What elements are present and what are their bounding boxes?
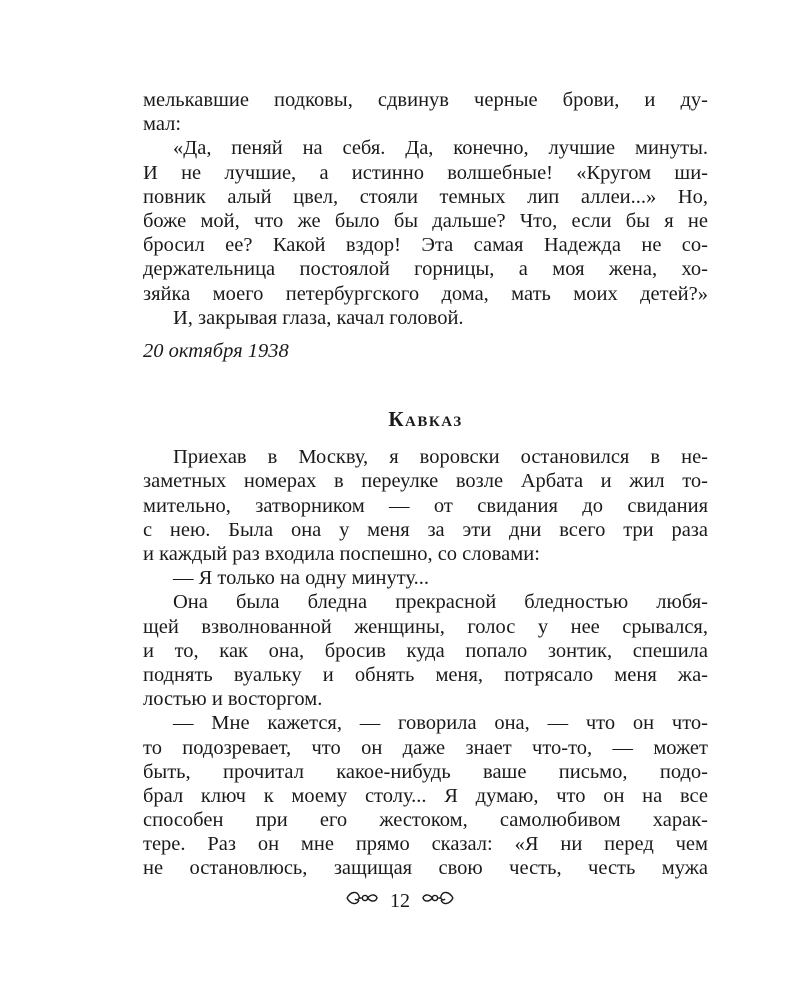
text-line: Приехав в Москву, я воровски остановился в не- xyxy=(173,446,708,469)
text-line: мал: xyxy=(143,113,182,136)
story-title: Кавказ xyxy=(388,407,463,432)
text-line: и то, как она, бросив куда попало зонтик, спешила xyxy=(143,639,708,662)
text-line: щей взволнованной женщины, голос у нее срывался, xyxy=(143,615,708,638)
text-line: заметных номерах в переулке возле Арбата и жил то- xyxy=(143,470,708,493)
text-line: с нею. Была она у меня за эти дни всего три раза xyxy=(143,518,708,541)
text-line: способен при его жестоком, самолюбивом харак- xyxy=(143,809,708,832)
ornament-left-icon xyxy=(339,889,385,913)
text-line: Она была бледна прекрасной бледностью любя- xyxy=(173,591,708,614)
text-line: И не лучшие, а истинно волшебные! «Кругом ши- xyxy=(143,161,708,184)
text-line: поднять вуальку и обнять меня, потрясало меня жа- xyxy=(143,663,708,686)
text-line: повник алый цвел, стояли темных лип аллеи...» Но, xyxy=(143,185,708,208)
text-line: И, закрывая глаза, качал головой. xyxy=(173,306,464,329)
text-line: и каждый раз входила поспешно, со словами: xyxy=(143,543,540,566)
text-line: зяйка моего петербургского дома, мать моих детей?» xyxy=(143,282,708,305)
text-line: боже мой, что же было бы дальше? Что, если бы я не xyxy=(143,209,708,232)
page-footer xyxy=(0,888,800,913)
text-line: держательница постоялой горницы, а моя жена, хо- xyxy=(143,258,708,281)
page-number: 12 xyxy=(390,890,410,913)
text-line: быть, прочитал какое-нибудь ваше письмо, подо- xyxy=(143,760,708,783)
text-line: брал ключ к моему столу... Я думаю, что он на все xyxy=(143,784,708,807)
text-line: то подозревает, что он даже знает что-то, — может xyxy=(143,736,708,759)
text-line: лостью и восторгом. xyxy=(143,688,323,711)
page-text xyxy=(143,88,708,881)
text-line: мительно, затворником — от свидания до свидания xyxy=(143,494,708,517)
ornament-right-icon xyxy=(415,889,461,913)
text-line: бросил ее? Какой вздор! Эта самая Надежда не со- xyxy=(143,234,708,257)
text-line: — Мне кажется, — говорила она, — что он что- xyxy=(173,712,708,735)
date-line: 20 октября 1938 xyxy=(143,339,289,362)
text-line: — Я только на одну минуту... xyxy=(173,567,430,590)
text-line: «Да, пеняй на себя. Да, конечно, лучшие минуты. xyxy=(173,137,708,160)
text-line: тере. Раз он мне прямо сказал: «Я ни перед чем xyxy=(143,833,708,856)
text-line: мелькавшие подковы, сдвинув черные брови, и ду- xyxy=(143,89,708,111)
text-line: не остановлюсь, защищая свою честь, честь мужа xyxy=(143,857,708,880)
